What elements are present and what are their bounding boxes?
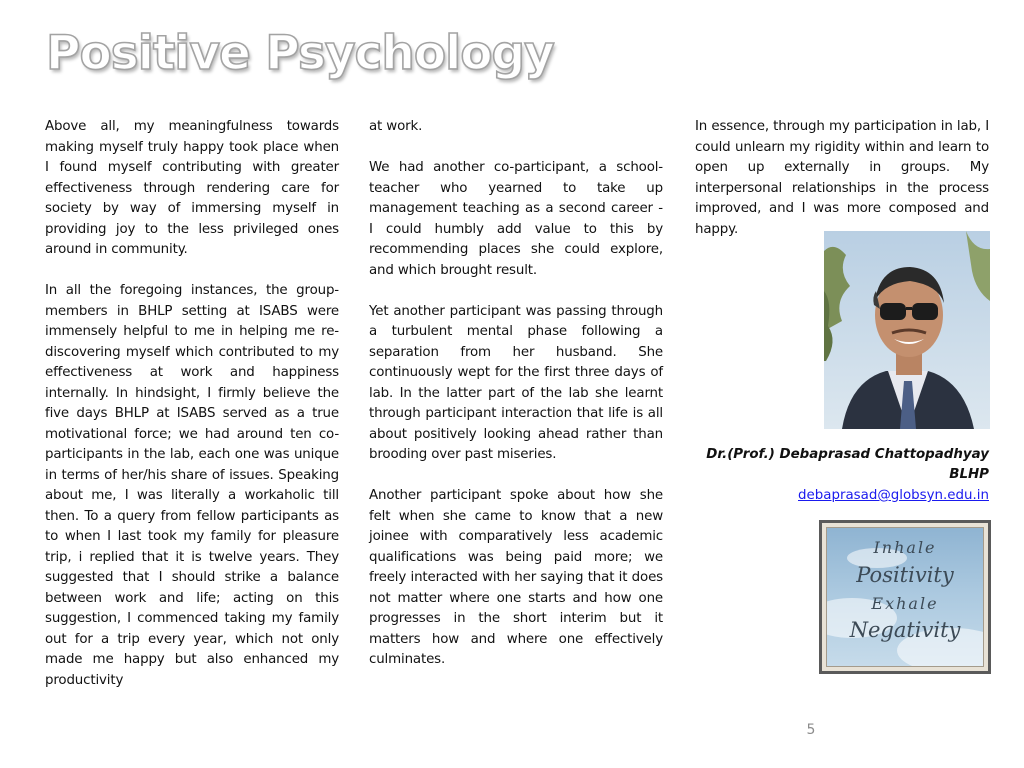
page-title: Positive Psychology xyxy=(46,26,554,81)
author-photo-illustration xyxy=(824,231,990,429)
paragraph: at work. xyxy=(369,119,423,134)
quote-image-frame xyxy=(819,520,991,674)
quote-image xyxy=(826,527,984,667)
author-photo xyxy=(824,231,990,429)
quote-line-inhale: Inhale xyxy=(873,538,937,557)
text-column-2 xyxy=(369,117,663,691)
quote-line-exhale: Exhale xyxy=(871,594,939,613)
quote-line-negativity: Negativity xyxy=(849,618,961,642)
paragraph: We had another co-participant, a school-teacher who yearned to take up management teaching as a second career - I could humbly add value to this by recommending places she could explore, and which brought result. xyxy=(369,160,663,278)
author-organization: BLHP xyxy=(949,467,989,482)
author-name: Dr.(Prof.) Debaprasad Chattopadhyay xyxy=(706,447,989,462)
quote-line-positivity: Positivity xyxy=(856,563,954,587)
page-number: 5 xyxy=(806,722,816,738)
paragraph: Another participant spoke about how she felt when she came to know that a new joinee with comparatively less academic qualifications was being paid more; we freely interacted with her saying that it does not matter where one starts and how one progresses in the short interim but it matters how and where one effectively culminates. xyxy=(369,488,663,667)
paragraph: In all the foregoing instances, the group-members in BHLP setting at ISABS were immensely helpful to me in helping me re-discovering myself which contributed to my effectiveness at work and happiness internally. In hindsight, I firmly believe the five days BHLP at ISABS served as a true motivational force; we had around ten co-participants in the lab, each one was unique in terms of her/his share of issues. Speaking about me, I was literally a workaholic till then. To a query from fellow participants as to when I last took my family for pleasure trip, i replied that it is twelve years. They suggested that I should strike a balance between work and life; acting on this suggestion, I commenced taking my family out for a trip every year, which not only made me happy but also enhanced my productivity xyxy=(45,283,339,688)
paragraph: Yet another participant was passing through a turbulent mental phase following a separation from her husband. She continuously wept for the first three days of lab. In the latter part of the lab she learnt through participant interaction that life is all about positively looking ahead rather than brooding over past miseries. xyxy=(369,303,663,462)
paragraph: Above all, my meaningfulness towards making myself truly happy took place when I found myself contributing with greater effectiveness through rendering care for society by way of immersing myself in providing joy to the less privileged ones around in community. xyxy=(45,119,339,257)
paragraph: In essence, through my participation in lab, I could unlearn my rigidity within and learn to open up externally in groups. My interpersonal relationships in the process improved, and I was more composed and happy. xyxy=(695,119,989,237)
text-column-1 xyxy=(45,117,339,712)
author-email-link[interactable]: debaprasad@globsyn.edu.in xyxy=(798,488,989,503)
